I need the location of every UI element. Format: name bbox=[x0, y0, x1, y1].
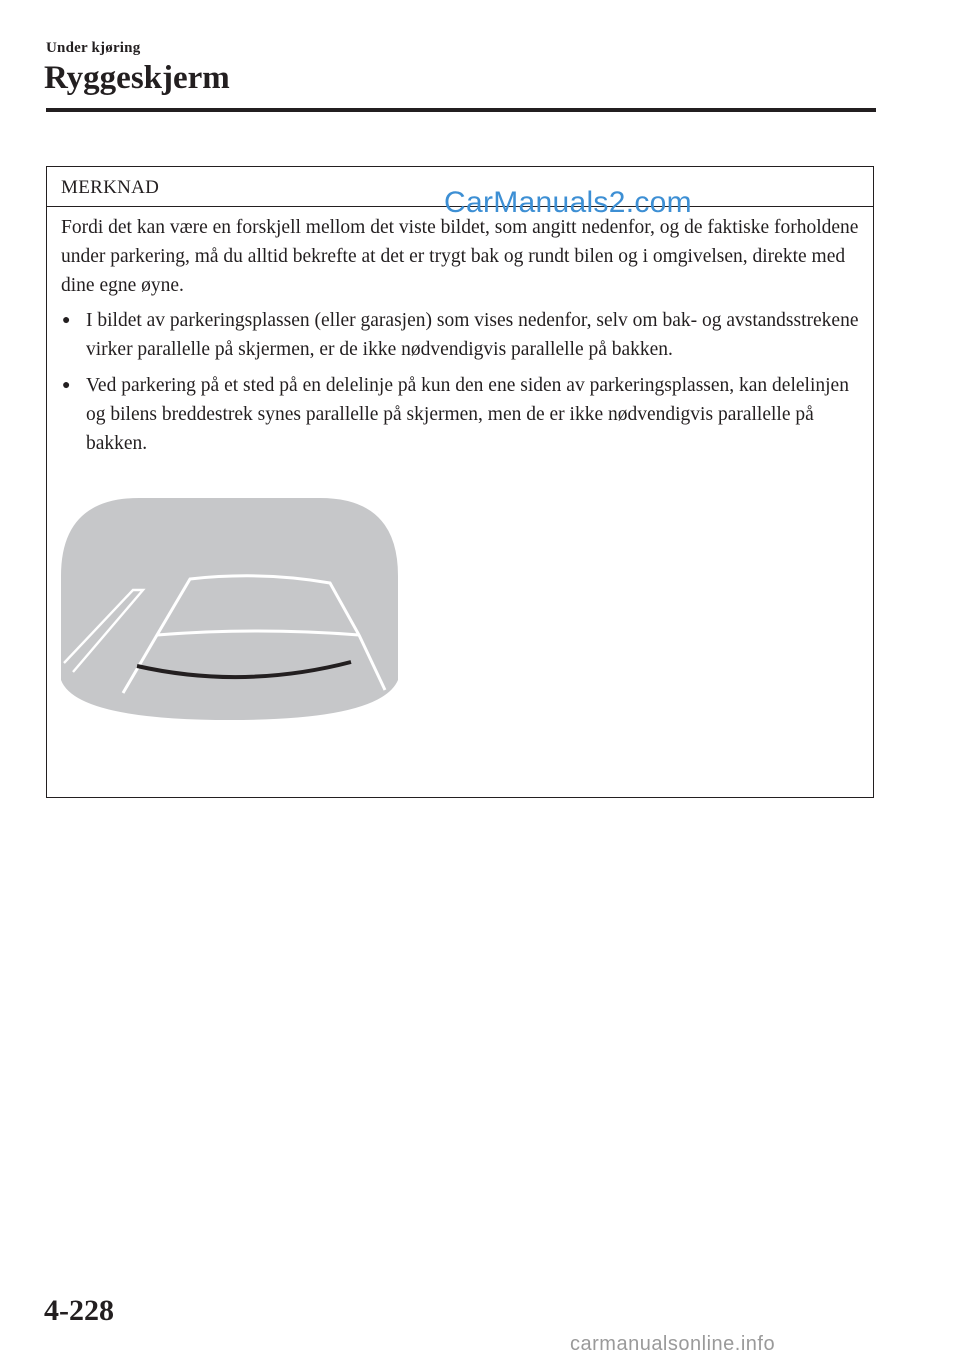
divider-line bbox=[64, 590, 143, 672]
list-item bbox=[61, 371, 859, 458]
list-item bbox=[61, 306, 859, 364]
page-number: 4-228 bbox=[44, 1294, 114, 1327]
note-box bbox=[46, 166, 874, 798]
bullet-text: Ved parkering på et sted på en delelinje på kun den ene siden av parkeringsplassen, kan delelinjen og bilens breddestrek synes parallelle på skjermen, men de er ikke nødvendigvis parallelle på bakken. bbox=[86, 375, 849, 454]
section-label: Under kjøring bbox=[46, 40, 141, 56]
watermark: CarManuals2.com bbox=[444, 186, 692, 219]
camera-caption: Kontroller at det er trygt i området rundt bilen bbox=[83, 756, 376, 771]
bullet-icon: ● bbox=[62, 378, 71, 393]
bullet-text: I bildet av parkeringsplassen (eller garasjen) som vises nedenfor, selv om bak- og avstandsstrekene virker parallelle på skjermen, er de ikke nødvendigvis parallelle på bakken. bbox=[86, 310, 859, 360]
page-title: Ryggeskjerm bbox=[44, 60, 230, 96]
note-heading: MERKNAD bbox=[47, 167, 873, 207]
note-bullet-list bbox=[61, 306, 859, 458]
bumper-line bbox=[137, 662, 351, 677]
screen-mask bbox=[61, 498, 398, 775]
note-intro: Fordi det kan være en forskjell mellom det viste bildet, som angitt nedenfor, og de faktiske forholdene under parkering, må du alltid bekrefte at det er trygt bak og rundt bilen og i omgivelsen, direkte med dine egne øyne. bbox=[61, 217, 859, 296]
note-body bbox=[47, 207, 873, 458]
rear-camera-screen-illustration bbox=[61, 498, 398, 775]
title-divider bbox=[46, 108, 876, 112]
parking-guide-lines-graphic bbox=[61, 498, 398, 775]
footer-watermark: carmanualsonline.info bbox=[570, 1333, 776, 1355]
distance-guide-line bbox=[157, 631, 359, 635]
bullet-icon: ● bbox=[62, 313, 71, 328]
